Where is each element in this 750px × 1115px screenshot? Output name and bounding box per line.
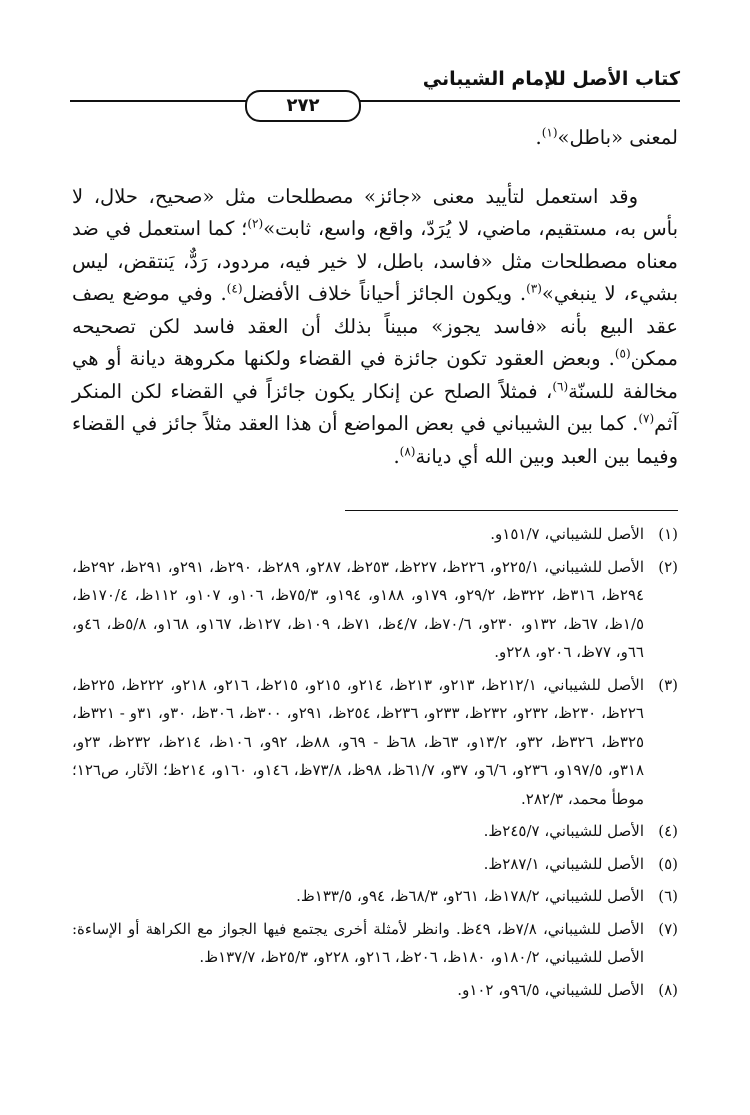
footnotes [72, 520, 678, 1008]
footnote [72, 976, 678, 1005]
page-header [70, 50, 680, 130]
footnote-text: الأصل للشيباني، ٢١٢/١ظ، ٢١٣و، ٢١٣ظ، ٢١٤و، ٢١٥و، ٢١٥ظ، ٢١٦و، ٢١٨و، ٢٢٢ظ، ٢٢٥ظ، ٢٢٦ظ، ٢٣٠ظ، ٢٣٢و، ٢٣٢ظ، ٢٣٣و، ٢٣٦ظ، ٢٥٤ظ، ٢٩١و، ٣٠٠ظ، ٣٠٦ظ، ٣٠و، ٣١و - ٣٢١ظ، ٣٢٥ظ، ٣٢٦ظ، ٣٢و، ١٣/٢و، ٦٣ظ، ٦٨ظ - ٦٩و، ٨٨ظ، ٩٢و، ١٠٦ظ، ٢١٤ظ، ٢٣٢ظ، ٢٣و، ٣١٨و، ١٩٧/٥و، ٢٣٦و، ٦/٦و، ٣٧و، ٦١/٧ظ، ٩٨ظ، ٧٣/٨ظ، ١٤٦و، ١٦٠و، ٢١٤ظ؛ الآثار، ص١٢٦؛ موطأ محمد، ٢٨٢/٣. [72, 675, 645, 808]
paragraph-1 [72, 122, 678, 155]
paragraph-1-text: لمعنى «باطل» [557, 126, 678, 149]
main-text [72, 122, 678, 473]
footnote [72, 817, 678, 846]
footnote-ref-5: (٥) [614, 346, 631, 361]
footnote-ref-1: (١) [541, 125, 558, 140]
footnote [72, 850, 678, 879]
paragraph-2-text-c: . ويكون الجائز أحياناً خلاف الأفضل [242, 282, 527, 305]
footnote-ref-6: (٦) [552, 379, 569, 393]
paragraph-2-text-b: ؛ كما استعمل في ضد معناه مصطلحات مثل «فاسد، باطل، لا خير فيه، مردود، رَدٌّ، يَنتقض، ليس بشيء، لا ينبغي» [72, 217, 679, 305]
footnote-text: الأصل للشيباني، ٢٢٥/١و، ٢٢٦ظ، ٢٢٧ظ، ٢٥٣ظ، ٢٨٧و، ٢٨٩ظ، ٢٩٠ظ، ٢٩١و، ٢٩١ظ، ٢٩٢ظ، ٢٩٤ظ، ٣١٦ظ، ٣٢٢ظ، ٢٩/٢و، ١٧٩و، ١٨٨و، ١٩٤و، ٧٥/٣ظ، ١٠٦و، ١٠٧و، ١١٢ظ، ١٧٠/٤ظ، ١/٥ظ، ٦٧ظ، ١٣٢و، ٢٣٠و، ٧٠/٦ظ، ٤/٧ظ، ٧١ظ، ١٠٩ظ، ١٢٧ظ، ١٦٧و، ١٦٨و، ٥/٨ظ، ٤٦و، ٦٦و، ٧٧ظ، ٢٠٦و، ٢٢٨و. [72, 557, 645, 661]
footnote-number: (٦) [658, 887, 678, 905]
footnote-text: الأصل للشيباني، ١٥١/٧و. [490, 525, 644, 543]
page-number: ٢٧٢ [245, 90, 361, 122]
footnote [72, 520, 678, 549]
footnote-ref-4: (٤) [226, 281, 243, 296]
paragraph-2-text-d: . وفي موضع يصف عقد البيع بأنه «فاسد يجوز» مبيناً بذلك أن العقد فاسد لكن تصحيحه ممكن [72, 282, 678, 370]
footnote [72, 915, 678, 972]
footnote-text: الأصل للشيباني، ٢٨٧/١ظ. [483, 854, 644, 873]
paragraph-2-text-a: وقد استعمل لتأييد معنى «جائز» مصطلحات مثل «صحيح، حلال، لا بأس به، مستقيم، ماضي، لا يُرَدّ، واقع، واسع، ثابت» [72, 184, 678, 240]
paragraph-2-end: . [393, 444, 400, 468]
footnote-number: (٥) [658, 854, 678, 873]
footnote-ref-8: (٨) [399, 444, 416, 458]
footnote-text: الأصل للشيباني، ٧/٨ظ، ٤٩ظ. وانظر لأمثلة أخرى يجتمع فيها الجواز مع الكراهة أو الإساءة: الأصل للشيباني، ١٨٠/٢و، ١٨٠ظ، ٢٠٦ظ، ٢١٦و، ٢٢٨و، ٢٥/٣ظ، ١٣٧/٧ظ. [72, 919, 645, 966]
paragraph-2-text-e: . وبعض العقود تكون جائزة في القضاء ولكنها مكروهة ديانة أو هي مخالفة للسنّة [72, 347, 678, 403]
paragraph-2-text-g: . كما بين الشيباني في بعض المواضع أن هذا العقد مثلاً جائز في القضاء وفيما بين العبد وبين الله أي ديانة [72, 412, 678, 468]
footnote-number: (١) [658, 525, 678, 543]
footnote [72, 882, 678, 911]
footnote-ref-3: (٣) [526, 281, 542, 296]
footnote [72, 553, 678, 667]
footnote-number: (٤) [658, 822, 678, 840]
book-title: كتاب الأصل للإمام الشيباني [422, 68, 680, 90]
footnote-text: الأصل للشيباني، ١٧٨/٢ظ، ٢٦١و، ٦٨/٣ظ، ٩٤و، ١٣٣/٥ظ. [296, 887, 644, 905]
footnote-ref-7: (٧) [638, 411, 655, 426]
footnote-ref-2: (٢) [247, 216, 264, 231]
paragraph-2-text-f: ، فمثلاً الصلح عن إنكار يكون جائزاً في القضاء لكن المنكر آثم [72, 379, 678, 435]
paragraph-2 [72, 181, 678, 474]
footnote-text: الأصل للشيباني، ٢٤٥/٧ظ. [483, 822, 644, 840]
footnote-number: (٨) [658, 980, 678, 999]
header-rule [70, 100, 680, 102]
footnote-number: (٢) [658, 557, 678, 576]
footnote-number: (٧) [658, 919, 678, 938]
footnote-number: (٣) [658, 675, 678, 694]
footnote-separator [345, 510, 678, 511]
footnote [72, 671, 678, 814]
paragraph-1-end: . [535, 126, 542, 149]
footnote-text: الأصل للشيباني، ٩٦/٥و، ١٠٢و. [457, 980, 644, 999]
